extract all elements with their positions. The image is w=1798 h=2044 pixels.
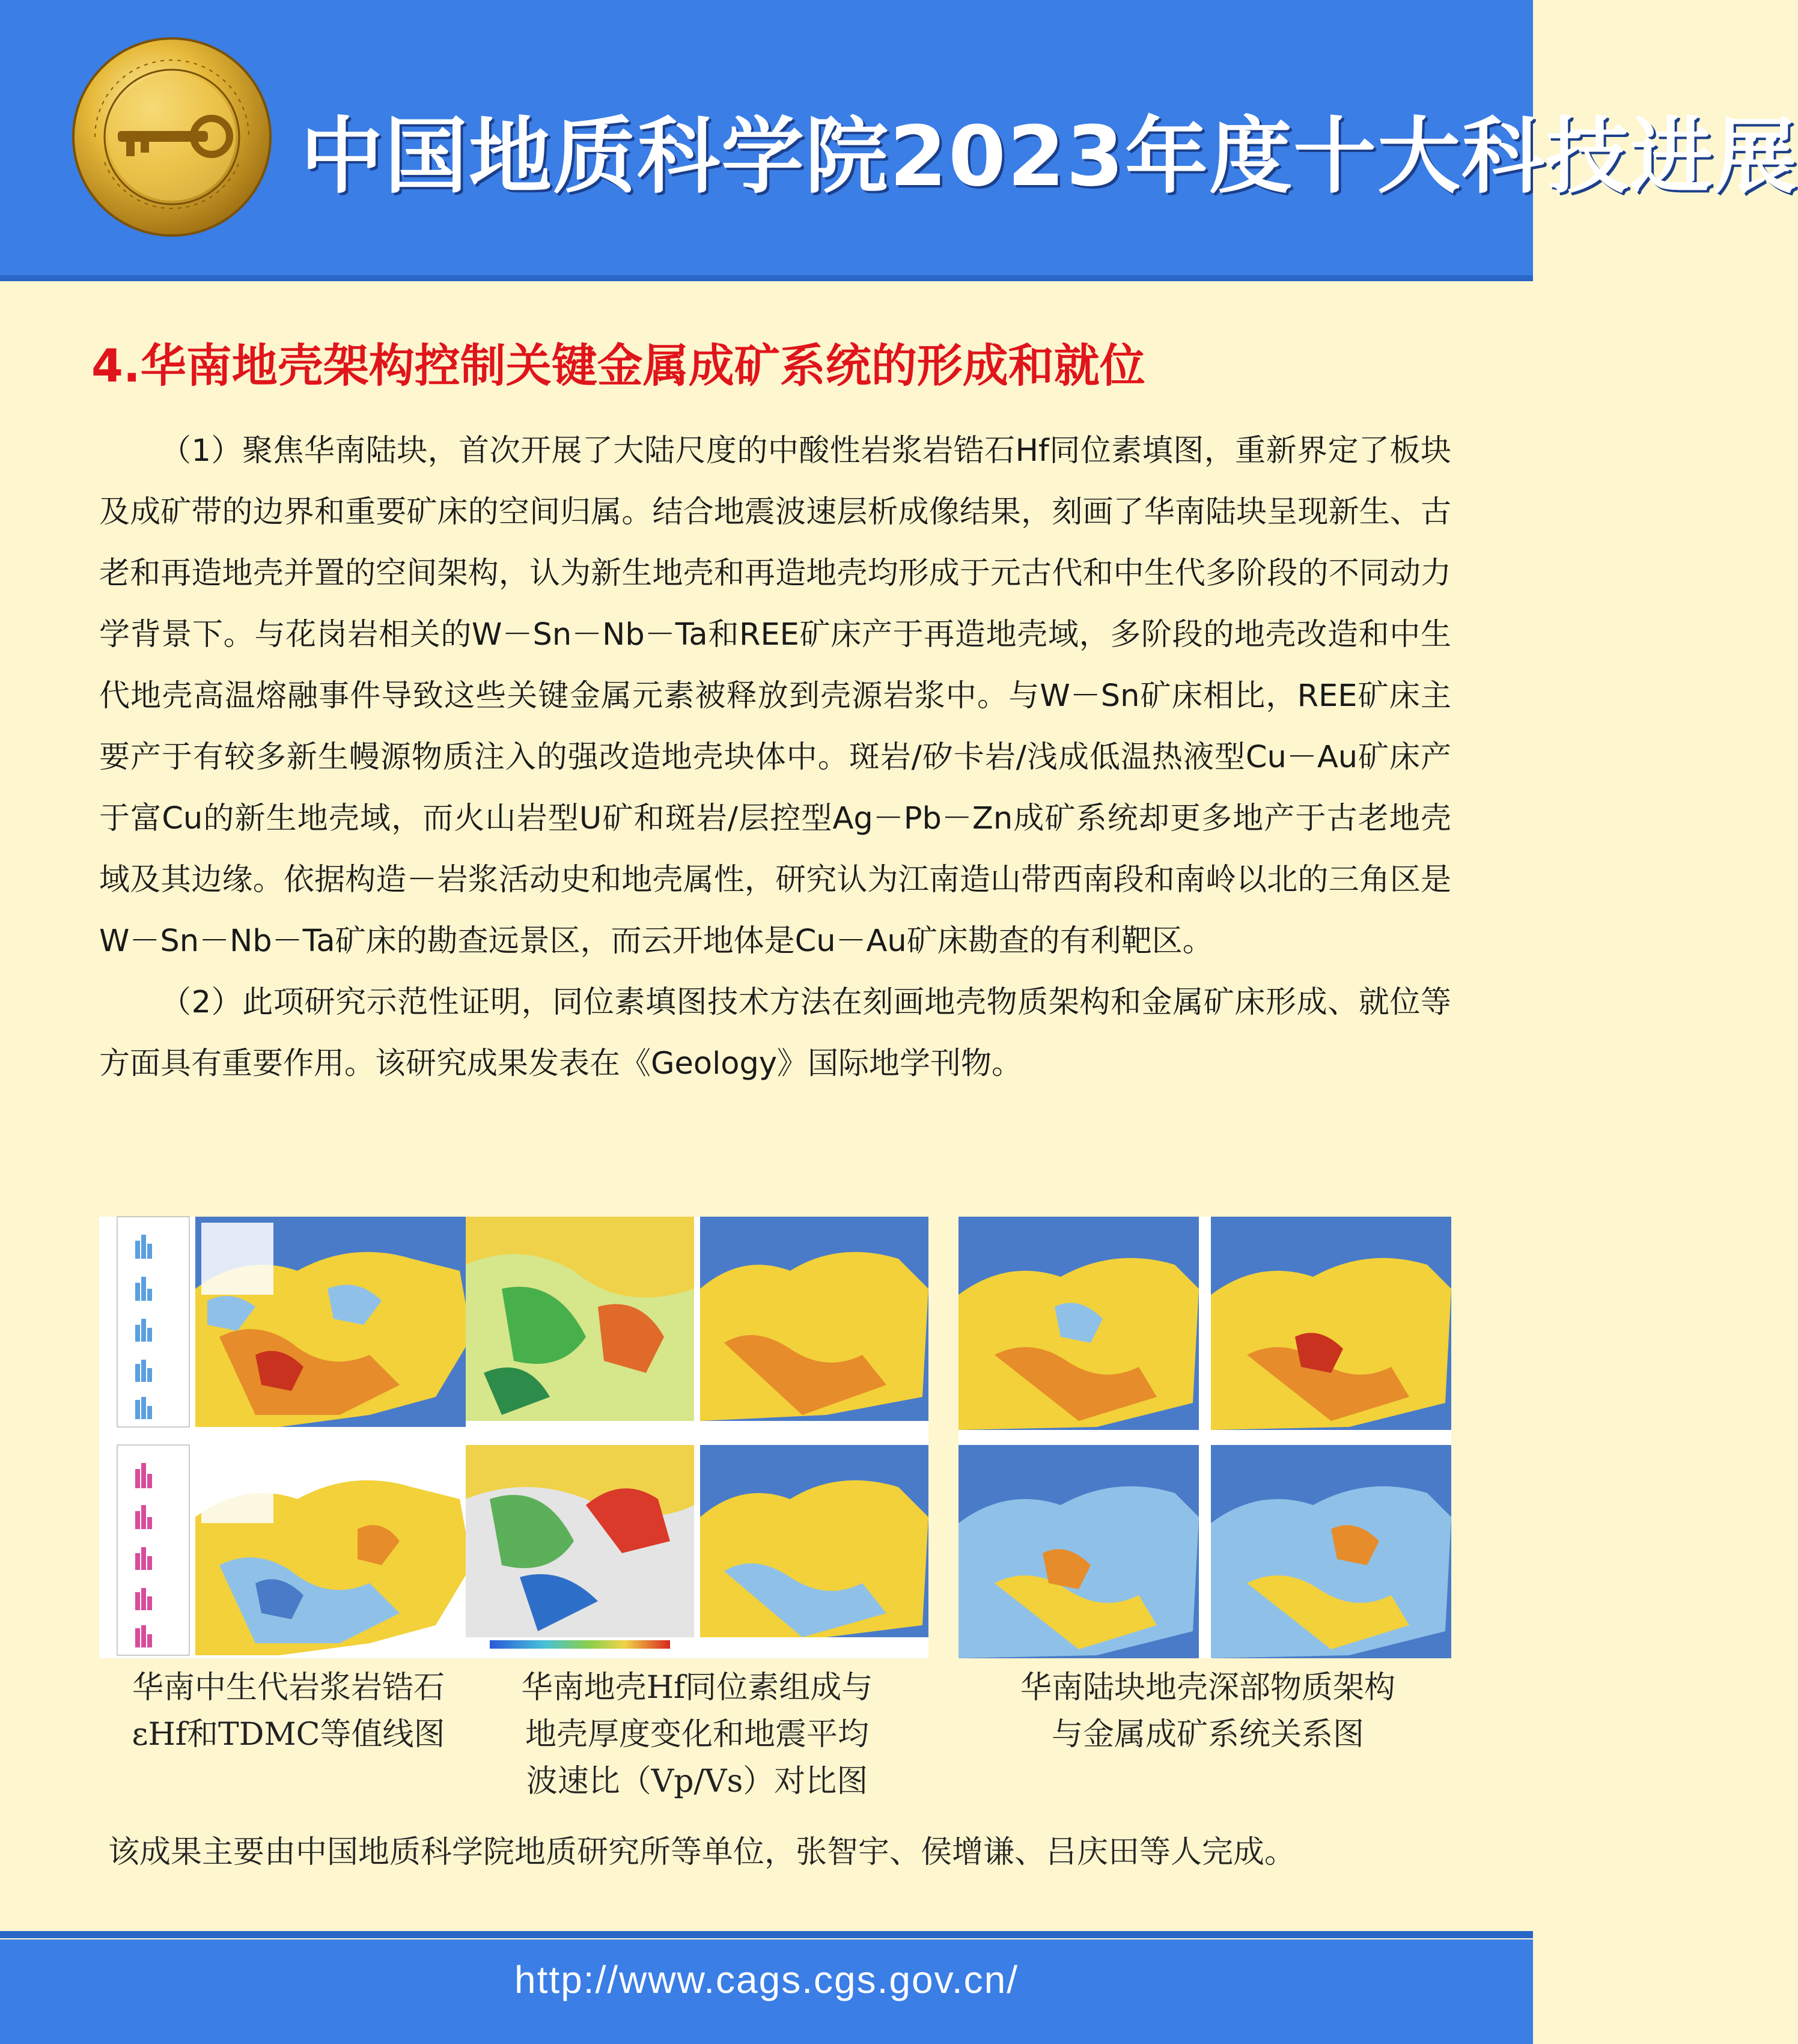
paragraph-1: （1）聚焦华南陆块，首次开展了大陆尺度的中酸性岩浆岩锆石Hf同位素填图，重新界定了板块及成矿带的边界和重要矿床的空间归属。结合地震波速层析成像结果，刻画了华南陆块呈现新生、古老和再造地壳并置的空间架构，认为新生地壳和再造地壳均形成于元古代和中生代多阶段的不同动力学背景下。与花岗岩相关的W－Sn－Nb－Ta和REE矿床产于再造地壳域，多阶段的地壳改造和中生代地壳高温熔融事件导致这些关键金属元素被释放到壳源岩浆中。与W－Sn矿床相比，REE矿床主要产于有较多新生幔源物质注入的强改造地壳块体中。斑岩/矽卡岩/浅成低温热液型Cu－Au矿床产于富Cu的新生地壳域，而火山岩型U矿和斑岩/层控型Ag－Pb－Zn成矿系统却更多地产于古老地壳域及其边缘。依据构造－岩浆活动史和地壳属性，研究认为江南造山带西南段和南岭以北的三角区是W－Sn－Nb－Ta矿床的勘查远景区，而云开地体是Cu－Au矿床勘查的有利靶区。 <box>99 433 1451 959</box>
figure-crust-architecture <box>958 1217 1451 1658</box>
figure-3-caption <box>974 1664 1442 1758</box>
figure-2-caption-line-1: 华南地壳Hf同位素组成与 <box>521 1670 873 1706</box>
footer-divider <box>0 1931 1533 1938</box>
cags-emblem-icon <box>71 36 273 238</box>
figure-2-caption-line-3: 波速比（Vp/Vs）对比图 <box>526 1763 868 1799</box>
figure-hf-moho-vpvs <box>466 1217 928 1658</box>
figure-1-caption-line-2: εHf和TDMC等值线图 <box>132 1717 445 1753</box>
figure-2-caption-line-2: 地壳厚度变化和地震平均 <box>525 1717 869 1753</box>
body-text <box>99 421 1451 1095</box>
figure-1-caption-line-1: 华南中生代岩浆岩锆石 <box>132 1670 445 1706</box>
footer-url-link[interactable]: http://www.cags.cgs.gov.cn/ <box>514 1958 1019 2001</box>
figure-3-caption-line-1: 华南陆块地壳深部物质架构 <box>1020 1670 1395 1706</box>
section-title: 4.华南地壳架构控制关键金属成矿系统的形成和就位 <box>91 339 1145 392</box>
credit-line: 该成果主要由中国地质科学院地质研究所等单位，张智宇、侯增谦、吕庆田等人完成。 <box>108 1834 1296 1870</box>
figure-3-caption-line-2: 与金属成矿系统关系图 <box>1051 1717 1364 1753</box>
figure-3-graphic <box>958 1217 1451 1658</box>
figure-2-graphic <box>466 1217 928 1658</box>
figure-2-caption <box>487 1664 907 1805</box>
paragraph-2: （2）此项研究示范性证明，同位素填图技术方法在刻画地壳物质架构和金属矿床形成、就位等方面具有重要作用。该研究成果发表在《Geology》国际地学刊物。 <box>99 985 1451 1081</box>
header-divider <box>0 275 1533 281</box>
page-title: 中国地质科学院2023年度十大科技进展 <box>300 108 1798 205</box>
figure-1-graphic <box>99 1217 475 1658</box>
figure-1-caption <box>84 1664 493 1758</box>
figure-hf-tdm-maps <box>99 1217 475 1658</box>
